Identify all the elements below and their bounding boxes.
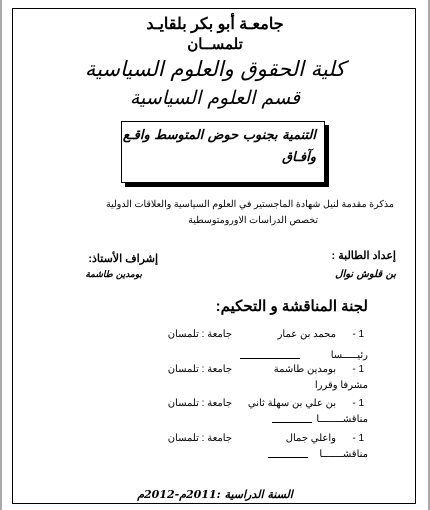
student-label: إعداد الطالبة :: [331, 250, 396, 262]
committee-member-role: مناقشـــــــا: [319, 449, 368, 460]
committee-member-name: واعلي جمال: [285, 433, 336, 444]
committee-member-number: 1 -: [352, 329, 364, 340]
committee-member-university: جامعة : تلمسان: [167, 433, 232, 444]
committee-member-number: 1 -: [352, 433, 364, 444]
signature-line: [272, 422, 312, 423]
university-city: تلمســان: [187, 36, 243, 53]
thesis-title-line-2: وآفـاق: [282, 150, 316, 165]
thesis-specialization: تخصص الدراسات الاورومتوسطية: [188, 215, 318, 226]
thesis-description: مذكرة مقدمة لنيل شهادة الماجستير في العلوم السياسية والعلاقات الدولية: [105, 199, 394, 210]
department-name: قسم العلوم السياسية: [129, 87, 301, 109]
academic-year: السنة الدراسية :2011م-2012م: [137, 488, 293, 501]
committee-member-university: جامعة : تلمسان: [167, 329, 232, 340]
committee-member-role: مناقشــــــــا: [316, 414, 368, 425]
thesis-title-line-1: التنمية بجنوب حوض المتوسط واقـع: [122, 128, 316, 143]
university-name: جامعـة أبو بكر بلقايـد: [146, 16, 284, 33]
committee-member-university: جامعة : تلمسان: [167, 364, 232, 375]
committee-member-role: مشرفا وقررا: [314, 380, 368, 391]
committee-member-name: بومدين طاشمة: [273, 364, 336, 375]
committee-member-role: رئيـــــسا: [330, 350, 368, 361]
student-name: بن قلوش نوال: [335, 269, 396, 280]
committee-member-university: جامعة : تلمسان: [167, 398, 232, 409]
thesis-title-box: [121, 121, 325, 183]
committee-member-number: 1 -: [352, 398, 364, 409]
supervisor-label: إشراف الأستاذ:: [88, 253, 158, 265]
signature-line: [240, 358, 300, 359]
committee-member-number: 1 -: [352, 364, 364, 375]
faculty-name: كلية الحقوق والعلوم السياسية: [84, 57, 346, 81]
signature-line: [268, 457, 308, 458]
committee-heading: لجنة المناقشة و التحكيم:: [215, 298, 368, 315]
committee-member-name: محمد بن عمار: [277, 329, 336, 340]
committee-member-name: بن علي بن سهلة ثاني: [247, 398, 336, 409]
supervisor-name: بومدين طاشمة: [85, 270, 142, 280]
document-page: [2, 0, 428, 510]
